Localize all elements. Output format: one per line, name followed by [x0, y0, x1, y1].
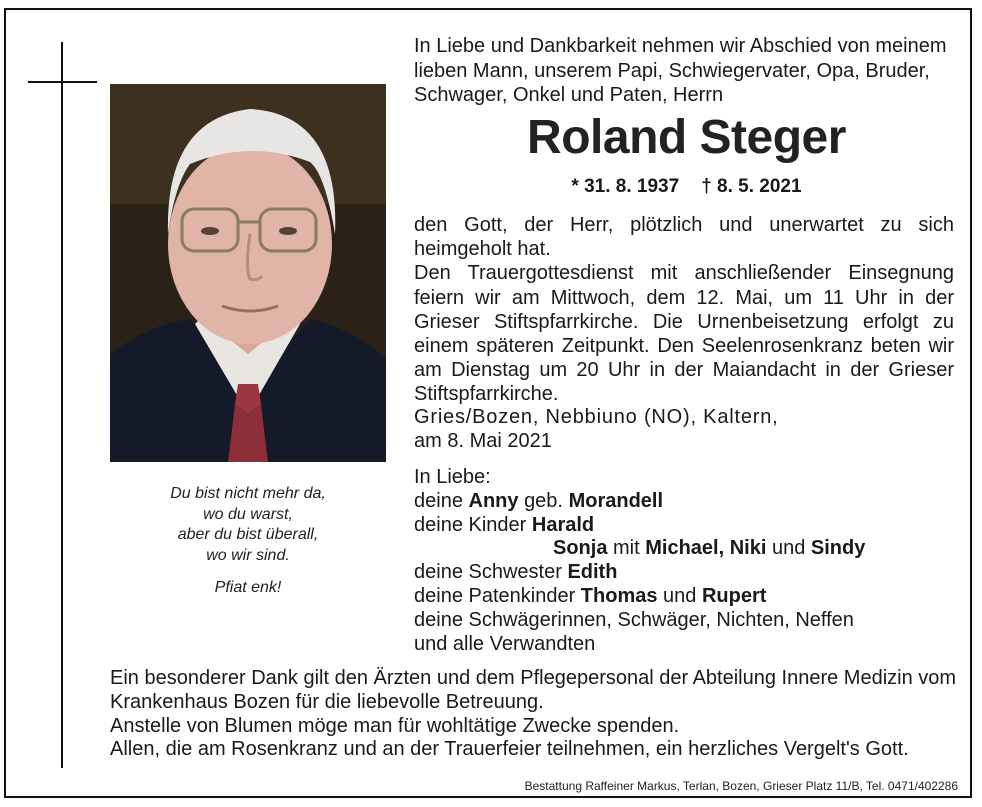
family-row-wife: deine Anny geb. Morandell — [414, 489, 664, 512]
family-row-inlaws: deine Schwägerinnen, Schwäger, Nichten, Neffen — [414, 608, 854, 631]
death-date: † 8. 5. 2021 — [701, 176, 802, 197]
life-dates — [414, 176, 959, 198]
cross-icon-bar — [28, 81, 97, 83]
thanks-section — [110, 667, 960, 762]
place-date — [414, 405, 954, 453]
family-row-children: deine Kinder Harald — [414, 513, 595, 536]
family-row-relatives: und alle Verwandten — [414, 632, 596, 655]
poem-line: wo du warst, — [203, 505, 293, 523]
thanks-paragraph: Allen, die am Rosenkranz und an der Trauerfeier teilnehmen, ein herzliches Vergelt's Gott. — [110, 738, 909, 761]
family-row-grandchildren: Sonja mit Michael, Niki und Sindy — [553, 537, 866, 560]
poem — [110, 484, 386, 599]
announcement-body — [414, 213, 954, 407]
intro-text: In Liebe und Dankbarkeit nehmen wir Abschied von meinem lieben Mann, unserem Papi, Schwiegervater, Opa, Bruder, Schwager, Onkel und Paten, Herrn — [414, 35, 947, 106]
poem-line: wo wir sind. — [206, 546, 290, 564]
poem-closing: Pfiat enk! — [214, 579, 282, 596]
family-heading: In Liebe: — [414, 466, 491, 488]
place-line: Gries/Bozen, Nebbiuno (NO), Kaltern, — [414, 406, 779, 428]
deceased-name: Roland Steger — [527, 111, 846, 164]
thanks-paragraph: Anstelle von Blumen möge man für wohltätige Zwecke spenden. — [110, 714, 680, 737]
family-row-godchildren: deine Patenkinder Thomas und Rupert — [414, 584, 767, 607]
poem-line: aber du bist überall, — [177, 526, 319, 543]
thanks-paragraph: Ein besonderer Dank gilt den Ärzten und dem Pflegepersonal der Abteilung Innere Medizin vom Krankenhaus Bozen für die liebevolle Betreuung. — [110, 667, 957, 713]
date-line: am 8. Mai 2021 — [414, 430, 552, 453]
family-row-sister: deine Schwester Edith — [414, 561, 618, 584]
announcement-paragraph: den Gott, der Herr, plötzlich und unerwartet zu sich heimgeholt hat. — [414, 214, 954, 261]
birth-date: * 31. 8. 1937 — [571, 176, 680, 197]
funeral-home-footer: Bestattung Raffeiner Markus, Terlan, Bozen, Grieser Platz 11/B, Tel. 0471/402286 — [524, 779, 958, 793]
family-list — [414, 466, 954, 656]
announcement-paragraph: Den Trauergottesdienst mit anschließender Einsegnung feiern wir am Mittwoch, dem 12. Mai, um 11 Uhr in der Grieser Stiftspfarrkirche. Die Urnenbeisetzung erfolgt zu einem späteren Zeitpunkt. Den Seelenrosenkranz beten wir am Dienstag um 20 Uhr in der Maiandacht in der Grieser Stiftspfarrkirche. — [414, 262, 954, 406]
portrait-illustration — [110, 84, 386, 462]
poem-line: Du bist nicht mehr da, — [170, 485, 326, 502]
portrait-photo — [110, 84, 386, 462]
cross-icon — [61, 42, 63, 768]
